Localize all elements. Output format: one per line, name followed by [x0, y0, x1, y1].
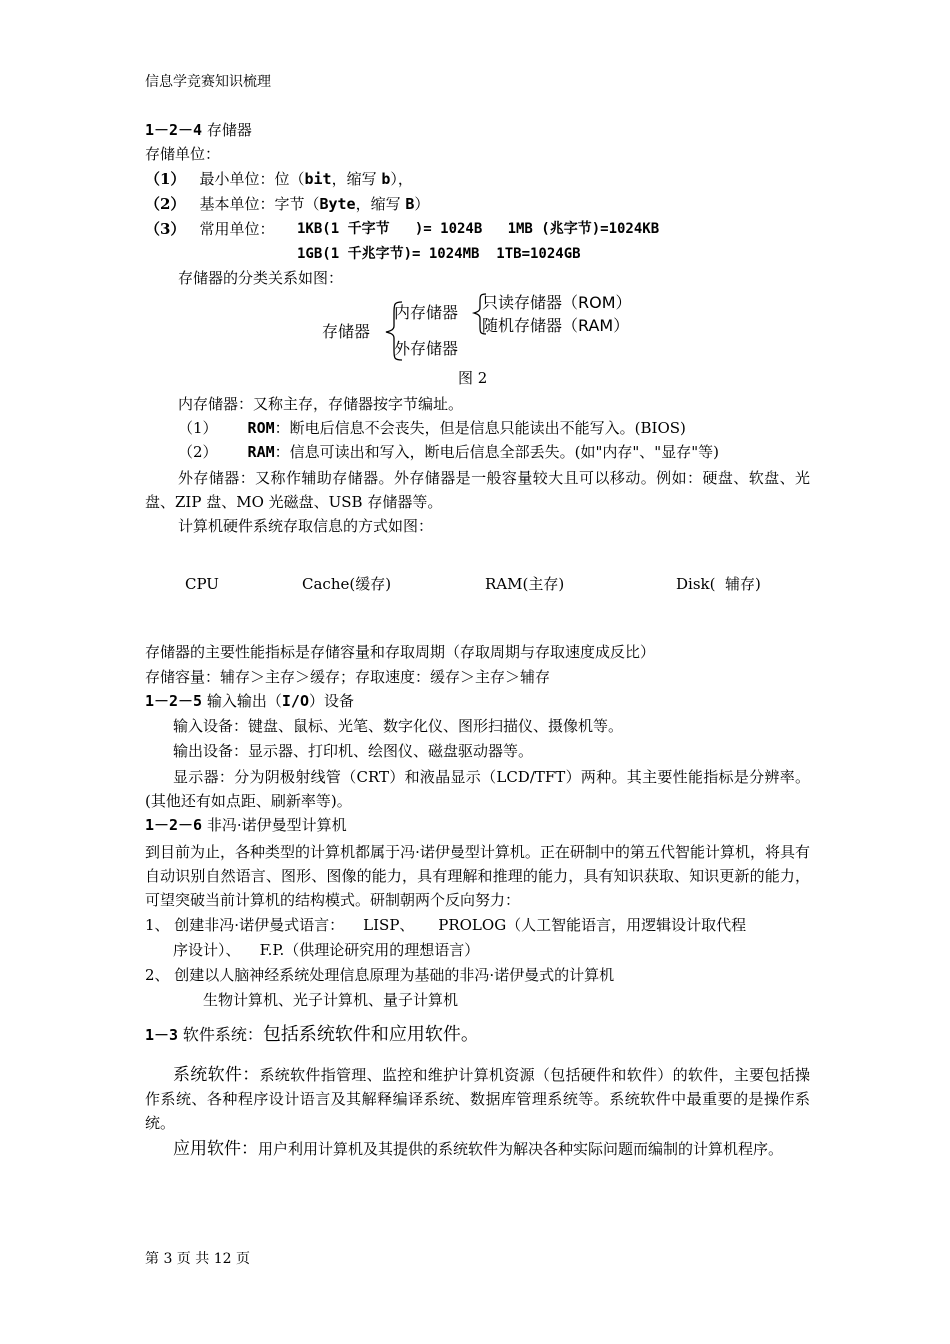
- internal-memory-definition: 内存储器：又称主存，存储器按字节编址。: [178, 395, 464, 413]
- common-units-line-2: 1GB(1 千兆字节)= 1024MB 1TB=1024GB: [297, 246, 581, 262]
- effort-item-1: 1、 创建非冯·诺伊曼式语言： LISP、 PROLOG（人工智能语言，用逻辑设计取代程: [145, 916, 747, 934]
- input-devices: 输入设备：键盘、鼠标、光笔、数字化仪、图形扫描仪、摄像机等。: [173, 717, 624, 735]
- effort-item-1-cont: 序设计）、 F.P.（供理论研究用的理想语言）: [173, 941, 480, 959]
- non-von-neumann-intro: 到目前为止，各种类型的计算机都属于冯·诺伊曼型计算机。正在研制中的第五代智能计算机，将具有自动识别自然语言、图形、图像的能力，具有理解和推理的能力，具有知识获取、知识更新的能力，可望突破当前计算机的结构模式。研制朝两个反向努力：: [145, 843, 810, 909]
- diagram-root: 存储器: [322, 322, 371, 341]
- units-label: 存储单位：: [145, 145, 221, 163]
- system-software-paragraph: 系统软件：系统软件指管理、监控和维护计算机资源（包括硬件和软件）的软件，主要包括操作系统、各种程序设计语言及其解释编译系统、数据库管理系统等。系统软件中最重要的是操作系统。: [145, 1065, 810, 1132]
- access-cpu: CPU: [185, 575, 219, 593]
- performance-line-1: 存储器的主要性能指标是存储容量和存取周期（存取周期与存取速度成反比）: [145, 643, 656, 661]
- output-devices: 输出设备：显示器、打印机、绘图仪、磁盘驱动器等。: [173, 742, 534, 760]
- page-header: 信息学竞赛知识梳理: [145, 74, 271, 90]
- display-description: 显示器：分为阴极射线管（CRT）和液晶显示（LCD/TFT）两种。其主要性能指标是分辨率。(其他还有如点距、刷新率等)。: [145, 768, 810, 810]
- heading-title: 存储器: [206, 121, 252, 139]
- unit-item-1: （1） 最小单位：位（bit，缩写 b），: [145, 170, 413, 188]
- diagram-external: 外存储器: [394, 339, 459, 358]
- section-heading-1-2-4: [145, 120, 252, 140]
- diagram-internal: 内存储器: [394, 303, 459, 322]
- diagram-ram: 随机存储器（RAM）: [482, 316, 630, 335]
- diagram-rom: 只读存储器（ROM）: [482, 293, 632, 312]
- heading-number: 1－2－4: [145, 121, 203, 139]
- access-cache: Cache(缓存): [302, 575, 392, 593]
- effort-item-2: 2、 创建以人脑神经系统处理信息原理为基础的非冯·诺伊曼式的计算机: [145, 966, 615, 984]
- external-memory-definition: 外存储器：又称作辅助存储器。外存储器是一般容量较大且可以移动。例如：硬盘、软盘、光盘、ZIP 盘、MO 光磁盘、USB 存储器等。: [145, 469, 810, 511]
- access-intro: 计算机硬件系统存取信息的方式如图：: [178, 517, 434, 535]
- diagram-caption: 图 2: [458, 369, 488, 387]
- application-software-paragraph: 应用软件：用户利用计算机及其提供的系统软件为解决各种实际问题而编制的计算机程序。: [173, 1139, 784, 1159]
- ram-line: （2） RAM：信息可读出和写入，断电后信息全部丢失。(如"内存"、"显存"等): [178, 443, 719, 461]
- access-ram: RAM(主存): [485, 575, 565, 593]
- section-heading-1-2-6: 1－2－6 非冯·诺伊曼型计算机: [145, 816, 347, 834]
- rom-line: （1） ROM：断电后信息不会丧失，但是信息只能读出不能写入。(BIOS): [178, 419, 686, 437]
- section-heading-1-2-5: 1－2－5 输入输出（I/O）设备: [145, 692, 354, 710]
- section-heading-1-3: 1－3 软件系统：包括系统软件和应用软件。: [145, 1024, 479, 1045]
- storage-classification-diagram: [310, 288, 650, 368]
- page-footer: 第 3 页 共 12 页: [145, 1251, 250, 1267]
- unit-item-3: （3） 常用单位：: [145, 220, 275, 238]
- performance-line-2: 存储容量：辅存＞主存＞缓存；存取速度：缓存＞主存＞辅存: [145, 668, 551, 686]
- unit-item-2: （2） 基本单位：字节（Byte，缩写 B）: [145, 195, 430, 213]
- access-disk: Disk( 辅存): [676, 575, 761, 593]
- common-units-line-1: 1KB(1 千字节 )= 1024B 1MB (兆字节)=1024KB: [297, 221, 660, 237]
- classify-intro: 存储器的分类关系如图：: [178, 269, 344, 287]
- effort-item-2-examples: 生物计算机、光子计算机、量子计算机: [203, 991, 459, 1009]
